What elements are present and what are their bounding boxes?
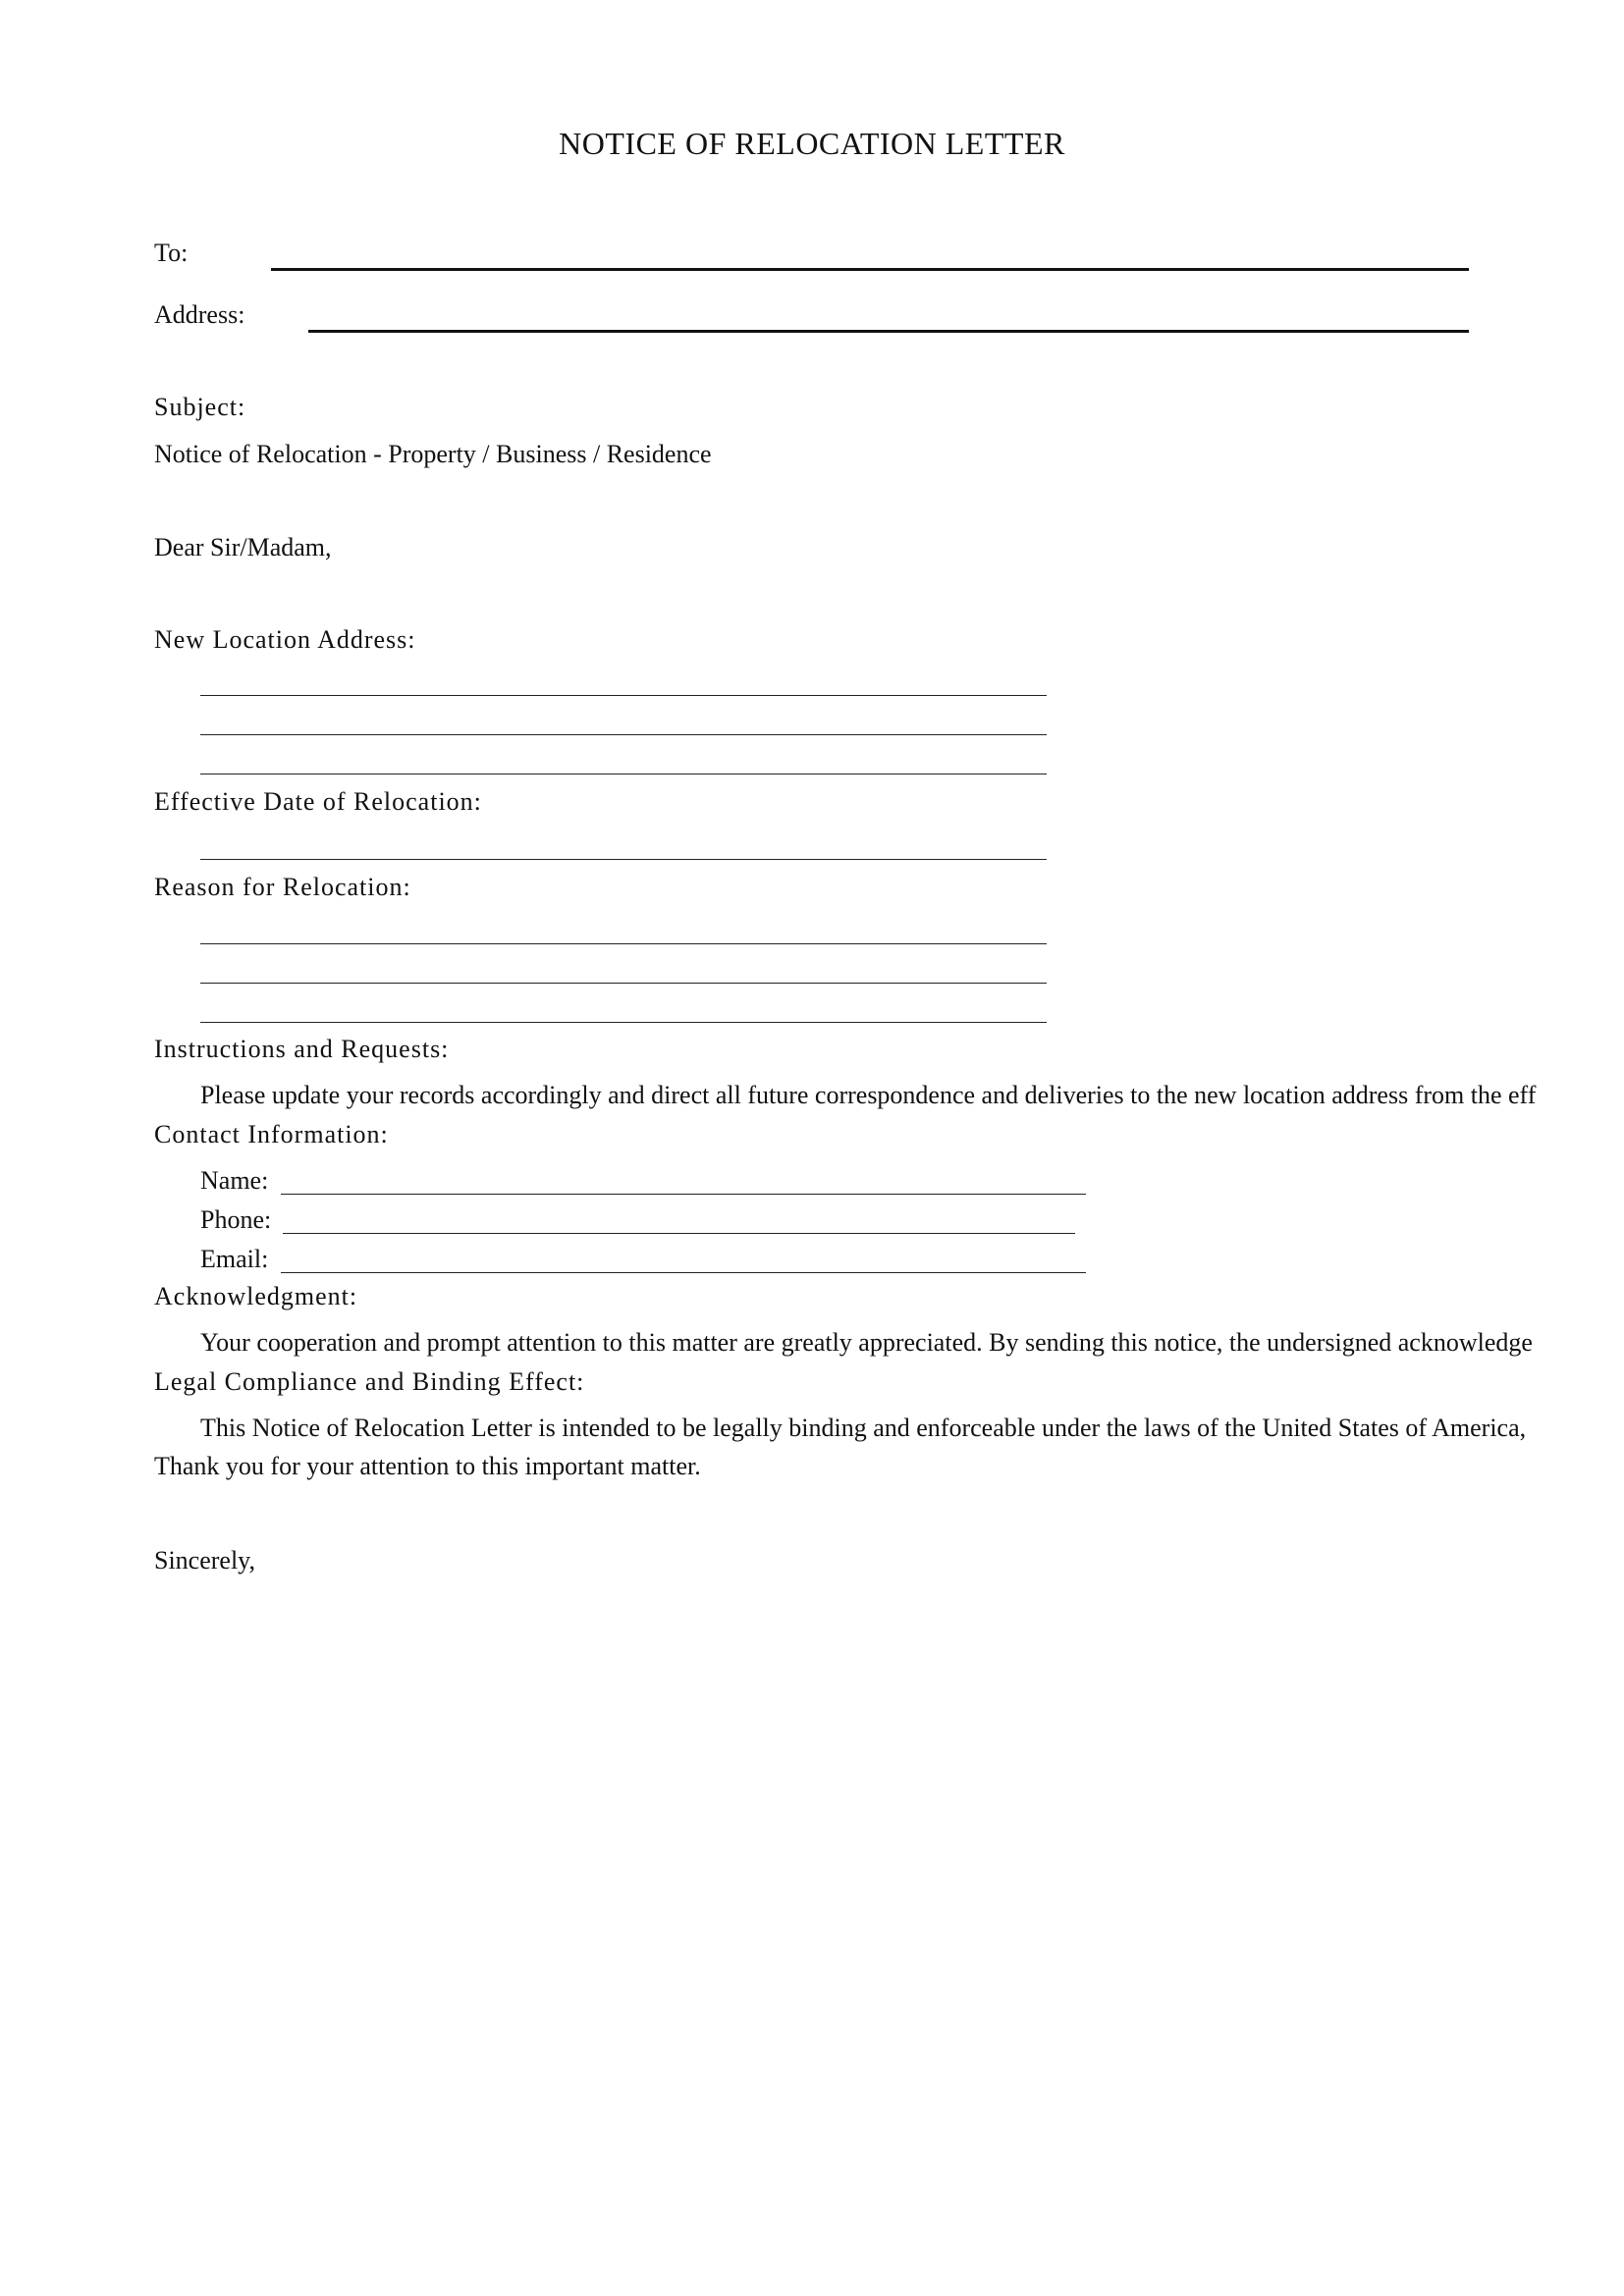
acknowledgment-text: Your cooperation and prompt attention to this matter are greatly appreciated. By sending this notice, the undersigned acknowledge [200, 1328, 1533, 1357]
contact-name-label: Name: [200, 1166, 269, 1195]
document-title: NOTICE OF RELOCATION LETTER [559, 126, 1065, 161]
reason-line-3 [200, 1022, 1047, 1023]
reason-label: Reason for Relocation: [154, 873, 411, 901]
contact-phone-line [283, 1233, 1075, 1234]
to-label: To: [154, 239, 189, 267]
acknowledgment-label: Acknowledgment: [154, 1282, 358, 1310]
instructions-text: Please update your records accordingly and direct all future correspondence and deliveries to the new location address from the eff [200, 1081, 1537, 1109]
legal-text: This Notice of Relocation Letter is intended to be legally binding and enforceable under the laws of the United States of America, [200, 1414, 1527, 1442]
contact-email-label: Email: [200, 1245, 269, 1273]
instructions-label: Instructions and Requests: [154, 1035, 450, 1063]
effective-date-line [200, 859, 1047, 860]
new-location-line-2 [200, 734, 1047, 735]
salutation: Dear Sir/Madam, [154, 533, 332, 561]
contact-name-line [281, 1194, 1086, 1195]
contact-email-line [281, 1272, 1086, 1273]
subject-text: Notice of Relocation - Property / Business / Residence [154, 440, 712, 468]
closing: Sincerely, [154, 1546, 255, 1575]
new-location-label: New Location Address: [154, 625, 416, 654]
legal-label: Legal Compliance and Binding Effect: [154, 1367, 585, 1396]
thanks-text: Thank you for your attention to this important matter. [154, 1452, 701, 1480]
address-line [308, 330, 1469, 333]
effective-date-label: Effective Date of Relocation: [154, 787, 482, 816]
contact-phone-label: Phone: [200, 1205, 272, 1234]
subject-label: Subject: [154, 393, 246, 421]
to-line [271, 268, 1469, 271]
new-location-line-1 [200, 695, 1047, 696]
address-label: Address: [154, 300, 245, 329]
contact-label: Contact Information: [154, 1120, 389, 1148]
reason-line-1 [200, 943, 1047, 944]
reason-line-2 [200, 983, 1047, 984]
